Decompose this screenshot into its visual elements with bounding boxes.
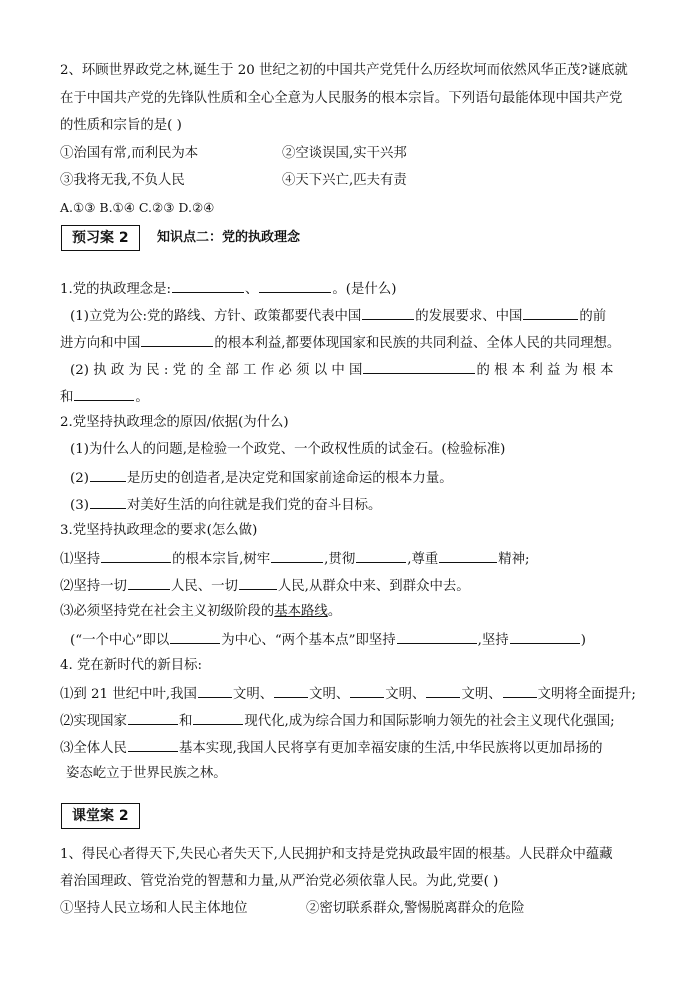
k4-item3-line1: ⑶全体人民 基本实现,我国人民将享有更加幸福安康的生活,中华民族将以更加昂扬的	[60, 737, 603, 759]
k4-item1: ⑴到 21 世纪中叶,我国 文明、 文明、 文明、 文明、 文明将全面提升;	[60, 683, 636, 705]
k1-heading: 1.党的执政理念是: 、 。(是什么)	[60, 278, 396, 300]
k4-item3-line2: 姿态屹立于世界民族之林。	[66, 766, 227, 781]
blank[interactable]	[363, 359, 475, 374]
blank[interactable]	[397, 629, 477, 644]
k3-item3: ⑶必须坚持党在社会主义初级阶段的基本路线。	[60, 604, 342, 619]
k4-item2: ⑵实现国家 和 现代化,成为综合国力和国际影响力领先的社会主义现代化强国;	[60, 710, 615, 732]
blank[interactable]	[170, 629, 220, 644]
q2-stem-line3: 的性质和宗旨的是( )	[60, 118, 182, 133]
c1-stem-line1: 1、得民心者得天下,失民心者失天下,人民拥护和支持是党执政最牢固的根基。人民群众中蕴藏	[60, 847, 613, 862]
blank[interactable]	[74, 386, 134, 401]
k2-item1: (1)为什么人的问题,是检验一个政党、一个政权性质的试金石。(检验标准)	[70, 442, 506, 457]
k1-para1-line2: 进方向和中国 的根本利益,都要体现国家和民族的共同利益、全体人民的共同理想。	[60, 332, 620, 354]
q2-option-4: ④天下兴亡,匹夫有责	[282, 173, 407, 188]
blank[interactable]	[90, 494, 126, 509]
knowledge-point-title: 知识点二：党的执政理念	[157, 230, 301, 245]
blank[interactable]	[172, 278, 244, 293]
blank[interactable]	[362, 305, 414, 320]
c1-option-2: ②密切联系群众,警惕脱离群众的危险	[306, 901, 525, 916]
k2-item3: (3) 对美好生活的向往就是我们党的奋斗目标。	[70, 494, 381, 516]
blank[interactable]	[274, 683, 308, 698]
blank[interactable]	[128, 737, 178, 752]
k4-heading: 4. 党在新时代的新目标:	[60, 658, 203, 673]
blank[interactable]	[510, 629, 580, 644]
k1-para2-line2: 和 。	[60, 386, 149, 408]
k3-item1: ⑴坚持 的根本宗旨,树牢 ,贯彻 ,尊重 精神;	[60, 548, 530, 570]
blank[interactable]	[128, 575, 170, 590]
blank[interactable]	[101, 548, 171, 563]
blank[interactable]	[503, 683, 537, 698]
q2-option-2: ②空谈误国,实干兴邦	[282, 146, 407, 161]
k3-item4: (“一个中心”即以 为中心、“两个基本点”即坚持 ,坚持 )	[70, 629, 586, 651]
blank[interactable]	[356, 548, 406, 563]
blank[interactable]	[198, 683, 232, 698]
k2-item2: (2) 是历史的创造者,是决定党和国家前途命运的根本力量。	[70, 467, 453, 489]
blank[interactable]	[128, 710, 178, 725]
k1-para1-line1: (1)立党为公:党的路线、方针、政策都要代表中国 的发展要求、中国 的前	[70, 305, 606, 327]
blank[interactable]	[259, 278, 331, 293]
blank[interactable]	[426, 683, 460, 698]
section-box-preview-2: 预习案 2	[61, 225, 140, 251]
k3-heading: 3.党坚持执政理念的要求(怎么做)	[60, 523, 258, 538]
q2-option-1: ①治国有常,而利民为本	[60, 146, 199, 161]
q2-choices: A.①③ B.①④ C.②③ D.②④	[60, 200, 215, 215]
k3-item2: ⑵坚持一切 人民、一切 人民,从群众中来、到群众中去。	[60, 575, 470, 597]
blank[interactable]	[141, 332, 213, 347]
k1-para2-line1: (2) 执 政 为 民 : 党 的 全 部 工 作 必 须 以 中 国 的 根 本 利 益 为 根 本	[70, 359, 613, 381]
blank[interactable]	[439, 548, 497, 563]
q2-option-3: ③我将无我,不负人民	[60, 173, 185, 188]
blank[interactable]	[271, 548, 323, 563]
section-box-class-2: 课堂案 2	[61, 803, 140, 829]
c1-stem-line2: 着治国理政、管党治党的智慧和力量,从严治党必须依靠人民。为此,党要( )	[60, 874, 499, 889]
blank[interactable]	[350, 683, 384, 698]
blank[interactable]	[193, 710, 243, 725]
q2-stem-line1: 2、环顾世界政党之林,诞生于 20 世纪之初的中国共产党凭什么历经坎坷而依然风华正茂?谜底就	[60, 63, 628, 78]
blank[interactable]	[523, 305, 578, 320]
c1-option-1: ①坚持人民立场和人民主体地位	[60, 901, 248, 916]
k2-heading: 2.党坚持执政理念的原因/依据(为什么)	[60, 415, 289, 430]
q2-stem-line2: 在于中国共产党的先锋队性质和全心全意为人民服务的根本宗旨。下列语句最能体现中国共产党	[60, 91, 623, 106]
blank[interactable]	[90, 467, 126, 482]
blank[interactable]	[239, 575, 277, 590]
